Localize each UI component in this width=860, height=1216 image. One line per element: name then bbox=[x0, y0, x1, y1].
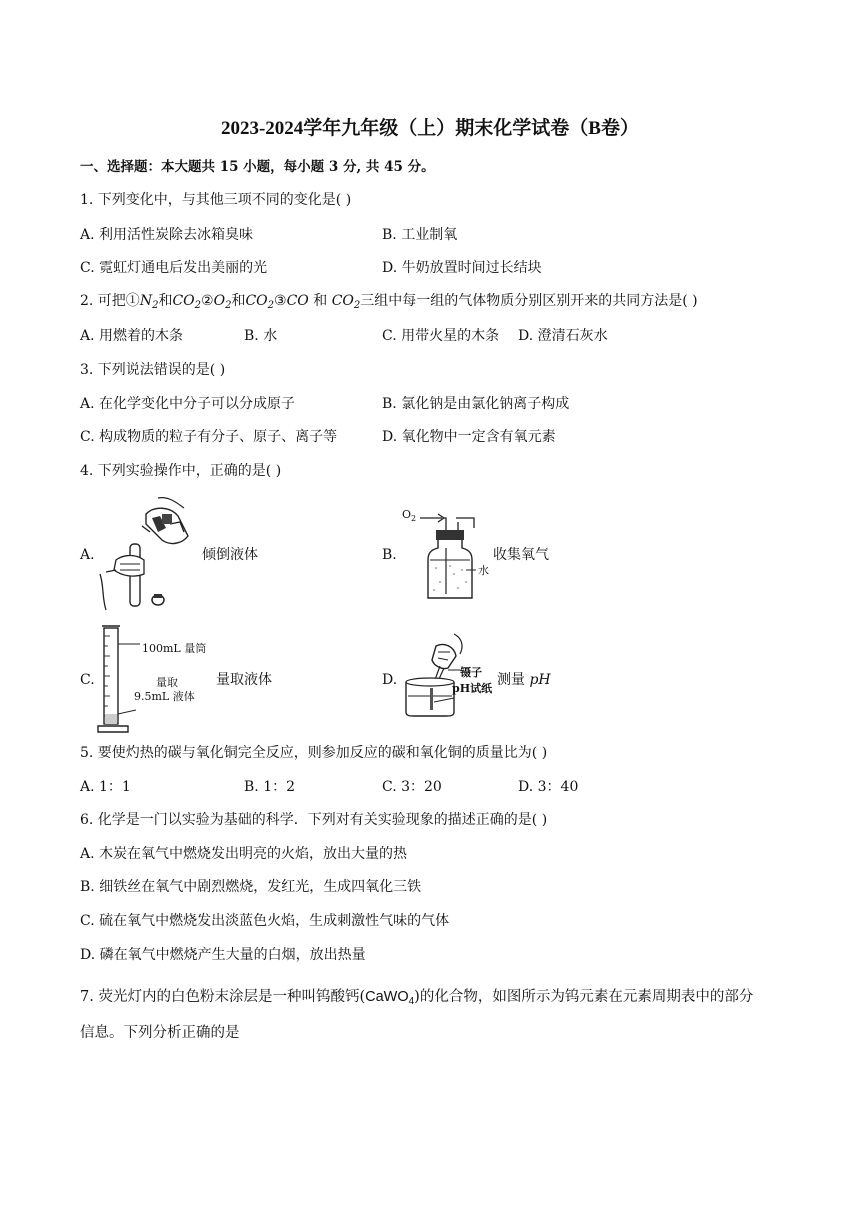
q4-c-volume-label: 9.5mL 液体 bbox=[134, 690, 195, 703]
q4-stem: 4. 下列实验操作中，正确的是( ) bbox=[80, 463, 282, 479]
q2-co2-3: $CO_2$ bbox=[331, 293, 361, 311]
q4-a-caption: 倾倒液体 bbox=[202, 547, 258, 563]
q4-c-take-label: 量取 bbox=[156, 676, 178, 689]
q4-d-tweezers-label: 镊子 bbox=[460, 666, 482, 679]
q7-stem-line1: 7. 荧光灯内的白色粉末涂层是一种叫钨酸钙(CaWO$_4$)的化合物，如图所示为钨元素在元素周期表中的部分 bbox=[80, 989, 754, 1007]
q2-stem: 2. 可把$①N_2$和$CO_2②O_2$和$CO_2③CO$ 和 $CO_2$三组中每一组的气体物质分别区别开来的共同方法是( ) bbox=[80, 293, 698, 311]
q5-option-c: C. 3：20 bbox=[382, 779, 442, 795]
q6-option-b: B. 细铁丝在氧气中剧烈燃烧，发红光，生成四氧化三铁 bbox=[80, 879, 422, 895]
q4-b-letter: B. bbox=[382, 547, 397, 563]
q6-option-c: C. 硫在氧气中燃烧发出淡蓝色火焰，生成刺激性气味的气体 bbox=[80, 913, 450, 929]
q6-option-a: A. 木炭在氧气中燃烧发出明亮的火焰，放出大量的热 bbox=[80, 846, 408, 862]
q1-option-a: A. 利用活性炭除去冰箱臭味 bbox=[80, 227, 254, 243]
q4-d-letter: D. bbox=[382, 672, 398, 688]
q4-b-o2-label: $O_2$ bbox=[402, 508, 417, 523]
q2-option-b: B. 水 bbox=[244, 328, 278, 344]
q3-option-a: A. 在化学变化中分子可以分成原子 bbox=[80, 396, 296, 412]
q3-option-c: C. 构成物质的粒子有分子、原子、离子等 bbox=[80, 429, 338, 445]
q1-option-c: C. 霓虹灯通电后发出美丽的光 bbox=[80, 260, 268, 276]
q5-option-a: A. 1：1 bbox=[80, 779, 131, 795]
q2-co2-2: $CO_2$ bbox=[245, 293, 275, 311]
q2-option-a: A. 用燃着的木条 bbox=[80, 328, 184, 344]
q4-b-water-label: 水 bbox=[478, 564, 489, 577]
section-heading: 一、选择题：本大题共 15 小题，每小题 3 分, 共 45 分。 bbox=[80, 159, 435, 175]
q1-stem: 1. 下列变化中，与其他三项不同的变化是( ) bbox=[80, 192, 352, 208]
q4-c-letter: C. bbox=[80, 672, 95, 688]
q2-stem-part1: 2. 可把① bbox=[80, 293, 140, 309]
q2-n2: $N_2$ bbox=[139, 293, 159, 311]
q2-option-c: C. 用带火星的木条 bbox=[382, 328, 500, 344]
q6-option-d: D. 磷在氧气中燃烧产生大量的白烟，放出热量 bbox=[80, 947, 366, 963]
q2-co: CO bbox=[286, 293, 309, 309]
q7-formula: CaWO$_4$ bbox=[365, 989, 415, 1007]
q5-stem: 5. 要使灼热的碳与氧化铜完全反应，则参加反应的碳和氧化铜的质量比为( ) bbox=[80, 745, 548, 761]
q1-option-d: D. 牛奶放置时间过长结块 bbox=[382, 260, 542, 276]
q1-option-b: B. 工业制氧 bbox=[382, 227, 458, 243]
page-title: 2023-2024学年九年级（上）期末化学试卷（B卷） bbox=[220, 118, 639, 139]
q4-a-letter: A. bbox=[80, 547, 95, 563]
q3-option-b: B. 氯化钠是由氯化钠离子构成 bbox=[382, 396, 570, 412]
q4-c-caption: 量取液体 bbox=[216, 672, 272, 688]
q4-c-cylinder-label: 100mL 量筒 bbox=[142, 642, 207, 655]
q4-d-ph: pH bbox=[529, 672, 551, 688]
q4-d-caption: 测量 pH bbox=[497, 672, 551, 688]
q2-o2: $O_2$ bbox=[213, 293, 232, 311]
q2-option-d: D. 澄清石灰水 bbox=[518, 328, 608, 344]
q4-d-paper-label: pH试纸 bbox=[452, 682, 493, 695]
q7-stem-line2: 信息。下列分析正确的是 bbox=[80, 1025, 240, 1041]
q2-co2-1: $CO_2$ bbox=[172, 293, 202, 311]
pouring-liquid-figure bbox=[96, 494, 196, 612]
q5-option-d: D. 3：40 bbox=[518, 779, 579, 795]
q5-option-b: B. 1：2 bbox=[244, 779, 296, 795]
q6-stem: 6. 化学是一门以实验为基础的科学．下列对有关实验现象的描述正确的是( ) bbox=[80, 812, 548, 828]
q3-option-d: D. 氧化物中一定含有氧元素 bbox=[382, 429, 556, 445]
q3-stem: 3. 下列说法错误的是( ) bbox=[80, 362, 226, 378]
q4-b-caption: 收集氧气 bbox=[493, 547, 549, 563]
